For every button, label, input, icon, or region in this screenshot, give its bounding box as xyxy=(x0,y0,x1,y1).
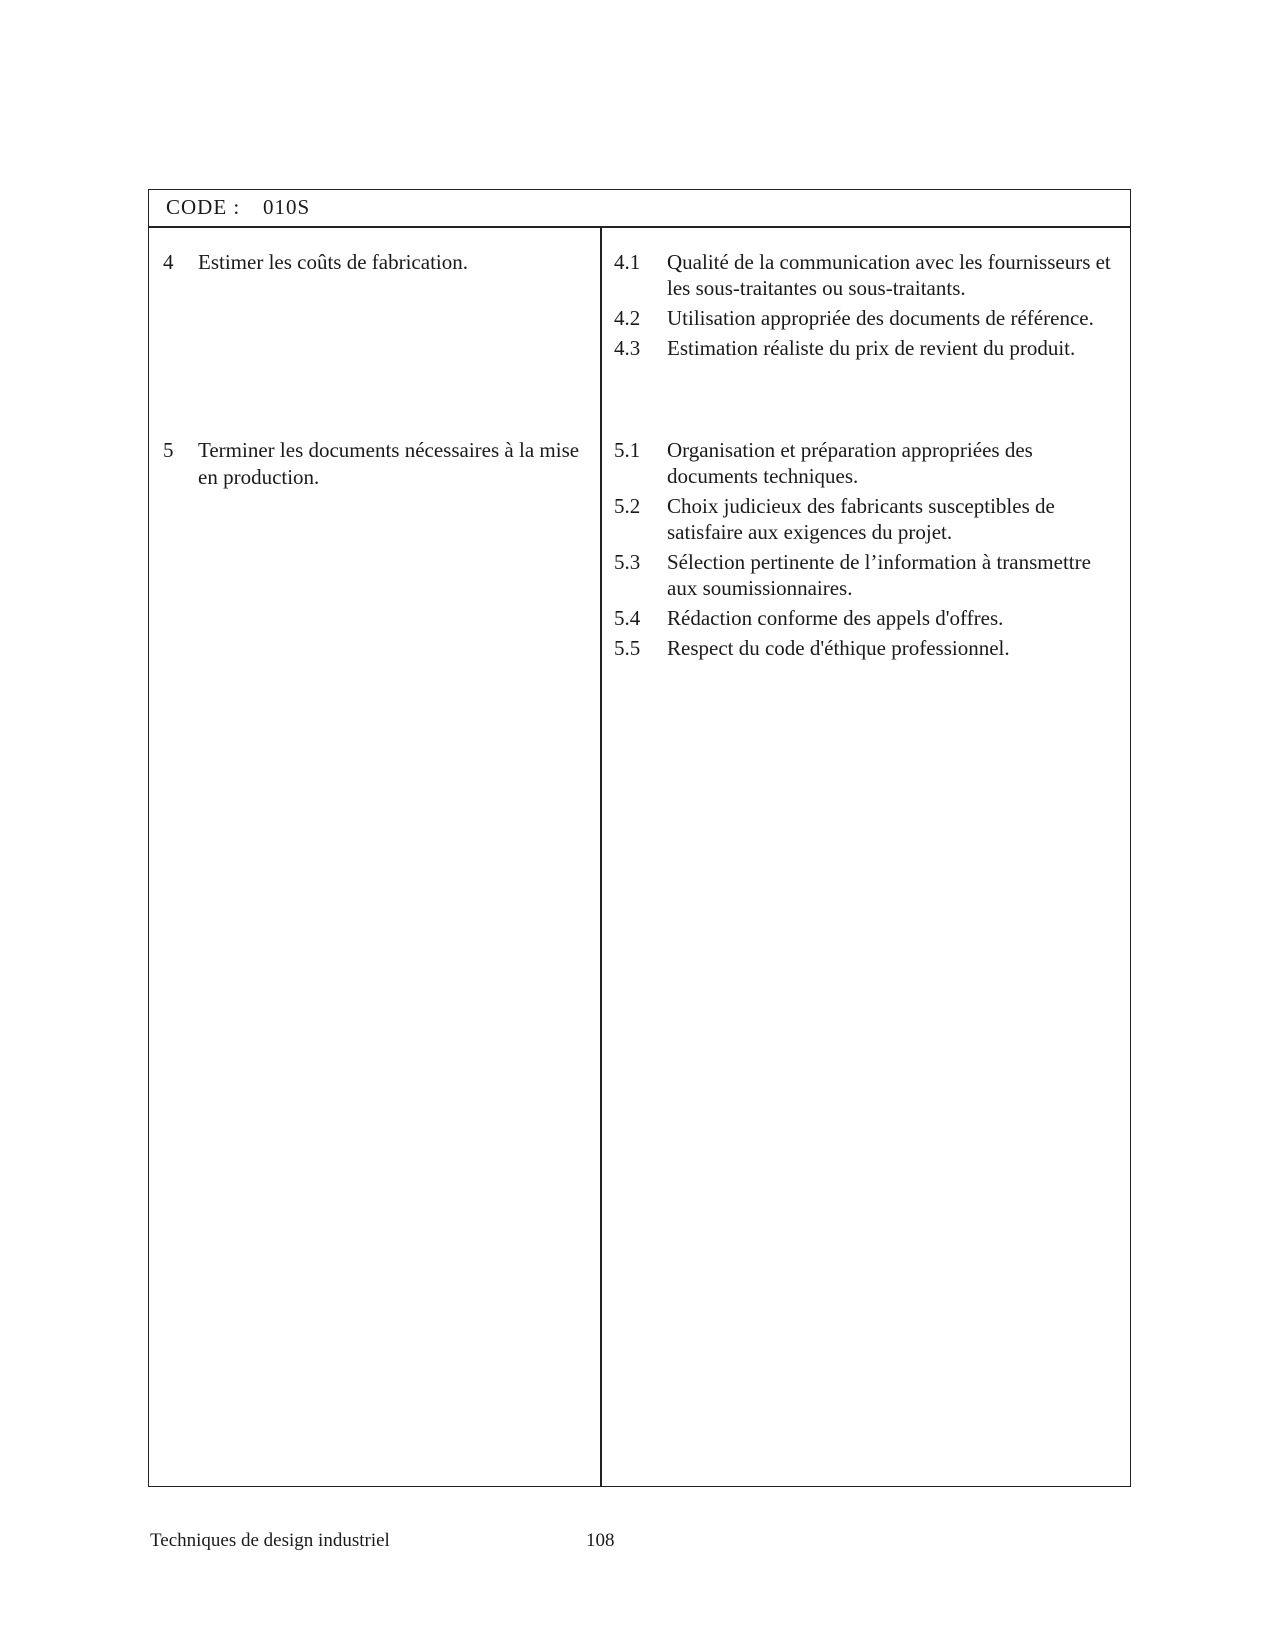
criterion-text: Sélection pertinente de l’information à transmettre aux soumissionnaires. xyxy=(667,550,1091,600)
criterion-text: Qualité de la communication avec les fournisseurs et les sous-traitantes ou sous-traitants. xyxy=(667,250,1111,300)
criterion-item xyxy=(614,249,1114,301)
task-number: 5 xyxy=(163,438,174,462)
criterion-number: 5.5 xyxy=(614,636,641,660)
task-text: Estimer les coûts de fabrication. xyxy=(198,250,468,274)
task-number: 4 xyxy=(163,250,174,274)
criterion-text: Rédaction conforme des appels d'offres. xyxy=(667,606,1004,630)
criterion-text: Organisation et préparation appropriées des documents techniques. xyxy=(667,438,1033,488)
competency-table xyxy=(148,189,1131,1487)
criterion-item xyxy=(614,335,1114,361)
criterion-number: 5.2 xyxy=(614,494,641,518)
criteria-group-5 xyxy=(614,437,1114,665)
criterion-text: Choix judicieux des fabricants susceptibles de satisfaire aux exigences du projet. xyxy=(667,494,1055,544)
footer-page-number: 108 xyxy=(586,1530,615,1551)
criteria-group-4 xyxy=(614,249,1114,365)
code-header-row xyxy=(149,190,1130,228)
code-value: 010S xyxy=(263,195,311,219)
criterion-number: 5.4 xyxy=(614,606,641,630)
criterion-item xyxy=(614,549,1114,601)
task-column xyxy=(149,228,600,1486)
criterion-item xyxy=(614,305,1114,331)
criterion-text: Estimation réaliste du prix de revient du produit. xyxy=(667,336,1076,360)
criterion-item xyxy=(614,605,1114,631)
task-text: Terminer les documents nécessaires à la mise en production. xyxy=(198,438,580,489)
criterion-number: 4.1 xyxy=(614,250,641,274)
code-label: CODE : xyxy=(166,195,241,219)
criteria-column xyxy=(602,228,1130,1486)
criterion-item xyxy=(614,437,1114,489)
criterion-number: 4.2 xyxy=(614,306,641,330)
criterion-item xyxy=(614,493,1114,545)
criterion-text: Utilisation appropriée des documents de référence. xyxy=(667,306,1094,330)
criterion-number: 4.3 xyxy=(614,336,641,360)
footer-program-title: Techniques de design industriel xyxy=(150,1530,390,1551)
criterion-item xyxy=(614,635,1114,661)
criterion-number: 5.3 xyxy=(614,550,641,574)
criterion-number: 5.1 xyxy=(614,438,641,462)
criterion-text: Respect du code d'éthique professionnel. xyxy=(667,636,1010,660)
